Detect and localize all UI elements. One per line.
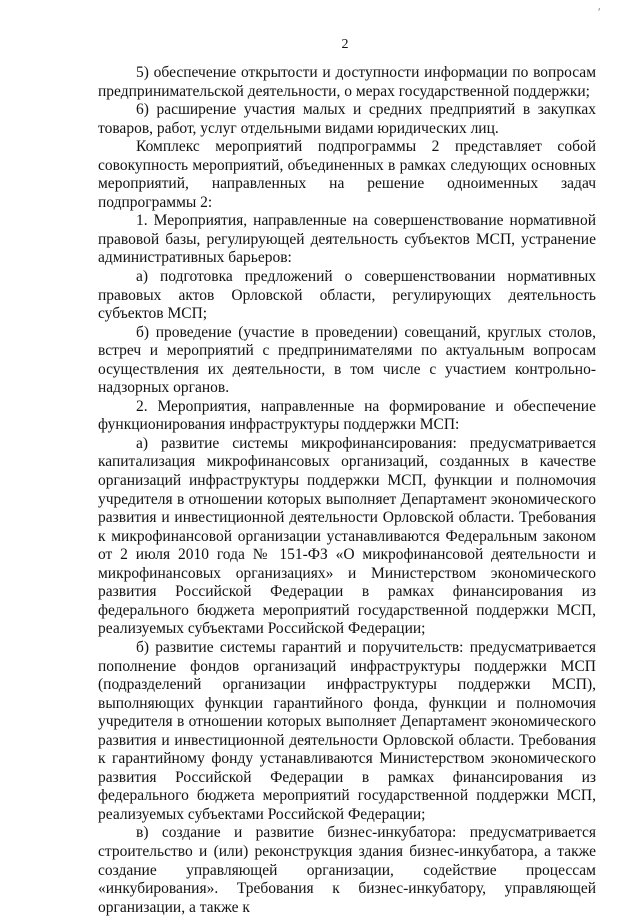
paragraph-measure-1: 1. Мероприятия, направленные на совершенствование нормативной правовой базы, регулирующей деятельность субъектов МСП, устранение административных барьеров: (98, 212, 596, 267)
paragraph-measure-2a: а) развитие системы микрофинансирования: предусматривается капитализация микрофинансовых организаций, созданных в качестве организаций инфраструктуры поддержки МСП, функции и полномочия учредителя в отношении которых выполняет Департамент экономического развития и инвестиционной деятельности Орловской области. Требования к микрофинансовой организации устанавливаются Федеральным законом от 2 июля 2010 года № 151-ФЗ «О микрофинансовой деятельности и микрофинансовых организациях» и Министерством экономического развития Российской Федерации в рамках финансирования из федерального бюджета мероприятий государственной поддержки МСП, реализуемых субъектами Российской Федерации; (98, 434, 596, 638)
paragraph-measure-1a: а) подготовка предложений о совершенствовании нормативных правовых актов Орловской области, регулирующих деятельность субъектов МСП; (98, 268, 596, 323)
page-number: 2 (341, 37, 349, 52)
paragraph-item-6: 6) расширение участия малых и средних предприятий в закупках товаров, работ, услуг отдельными видами юридических лиц. (98, 101, 596, 137)
scan-mark: ʹ (598, 5, 601, 19)
paragraph-measure-1b: б) проведение (участие в проведении) совещаний, круглых столов, встреч и мероприятий с предпринимателями по актуальным вопросам осуществления их деятельности, в том числе с участием контрольно-надзорных органов. (98, 323, 596, 397)
paragraph-measure-2v: в) создание и развитие бизнес-инкубатора: предусматривается строительство и (или) реконструкция здания бизнес-инкубатора, а также создание управляющей организации, содействие процессам «инкубирования». Требования к бизнес-инкубатору, управляющей организации, а также к (98, 824, 596, 916)
paragraph-complex: Комплекс мероприятий подпрограммы 2 представляет собой совокупность мероприятий, объединенных в рамках следующих основных мероприятий, направленных на решение одноименных задач подпрограммы 2: (98, 138, 596, 211)
paragraph-item-5: 5) обеспечение открытости и доступности информации по вопросам предпринимательской деятельности, о мерах государственной поддержки; (98, 64, 596, 100)
paragraph-measure-2b: б) развитие системы гарантий и поручительств: предусматривается пополнение фондов организаций инфраструктуры поддержки МСП (подразделений организации инфраструктуры поддержки МСП), выполняющих функции гарантийного фонда, функции и полномочия учредителя в отношении которых выполняет Департамент экономического развития и инвестиционной деятельности Орловской области. Требования к гарантийному фонду устанавливаются Министерством экономического развития Российской Федерации в рамках финансирования из федерального бюджета мероприятий государственной поддержки МСП, реализуемых субъектами Российской Федерации; (98, 638, 596, 823)
document-body (98, 64, 596, 917)
paragraph-measure-2: 2. Мероприятия, направленные на формирование и обеспечение функционирования инфраструктуры поддержки МСП: (98, 397, 596, 434)
